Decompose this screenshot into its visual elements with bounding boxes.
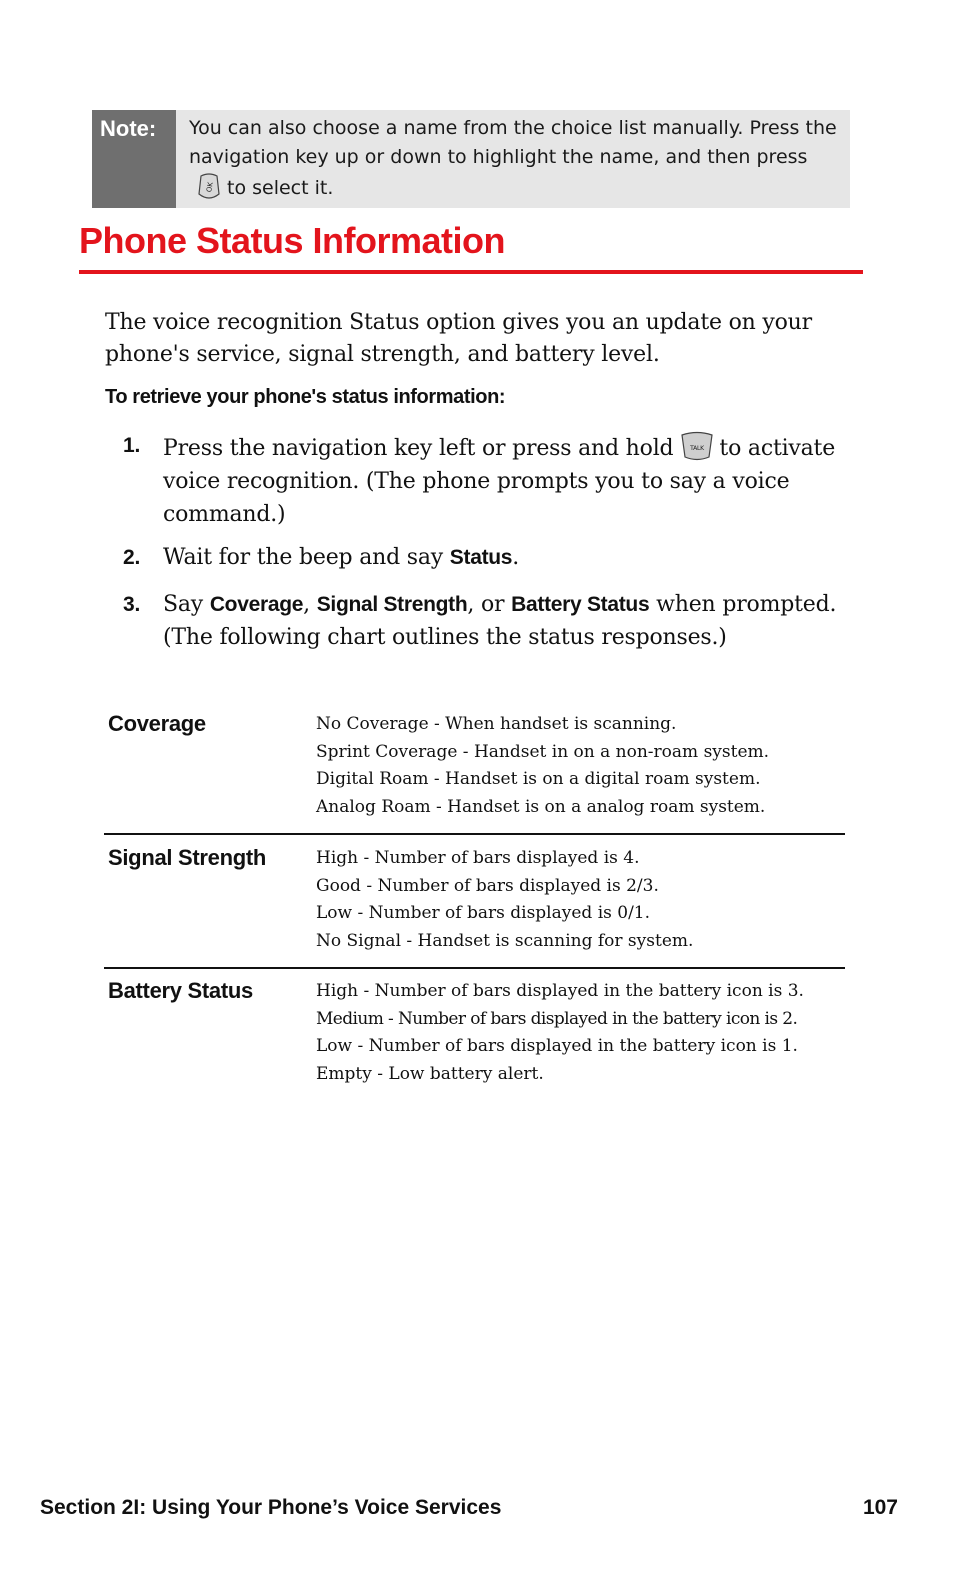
note-box xyxy=(92,110,850,208)
row-line: Good - Number of bars displayed is 2/3. xyxy=(316,875,659,896)
note-text-after: to select it. xyxy=(227,177,334,199)
step-3-text-after: when prompted. (The following chart outlines the status responses.) xyxy=(163,592,837,650)
footer-section-title: Section 2I: Using Your Phone’s Voice Services xyxy=(40,1496,502,1519)
procedure-subhead: To retrieve your phone's status information: xyxy=(105,386,506,408)
keyword-coverage: Coverage xyxy=(209,593,304,616)
table-divider xyxy=(104,833,845,835)
row-line: High - Number of bars displayed is 4. xyxy=(316,848,640,868)
step-1 xyxy=(123,429,858,531)
note-label: Note: xyxy=(92,110,176,208)
row-line: Low - Number of bars displayed in the battery icon is 1. xyxy=(316,1036,798,1056)
row-label: Signal Strength xyxy=(108,845,267,870)
row-line: Digital Roam - Handset is on a digital roam system. xyxy=(316,769,761,789)
intro-paragraph: The voice recognition Status option gives you an update on your phone's service, signal strength, and battery level. xyxy=(105,310,812,367)
step-number: 1. xyxy=(123,434,141,457)
row-line: Medium - Number of bars displayed in the battery icon is 2. xyxy=(316,1008,798,1029)
keyword-battery-status: Battery Status xyxy=(511,593,650,616)
svg-text:TALK: TALK xyxy=(690,445,705,452)
row-line: Empty - Low battery alert. xyxy=(316,1063,544,1084)
step-number: 3. xyxy=(123,593,141,616)
row-line: No Coverage - When handset is scanning. xyxy=(316,714,677,734)
step-2-text-after: . xyxy=(512,545,519,570)
svg-text:OK: OK xyxy=(205,181,215,193)
row-description xyxy=(316,978,846,1088)
talk-key-icon xyxy=(679,429,715,463)
table-divider xyxy=(104,967,845,969)
step-2-text-before: Wait for the beep and say xyxy=(163,545,450,570)
row-description xyxy=(316,711,846,821)
row-line: Analog Roam - Handset is on a analog roam system. xyxy=(316,796,766,817)
step-number: 2. xyxy=(123,546,141,569)
step-text xyxy=(163,429,858,531)
page-number: 107 xyxy=(862,1496,898,1519)
row-line: No Signal - Handset is scanning for system. xyxy=(316,930,694,951)
separator: , or xyxy=(467,592,512,617)
separator: , xyxy=(303,592,317,617)
row-description xyxy=(316,845,846,955)
keyword-status: Status xyxy=(449,546,513,569)
keyword-signal-strength: Signal Strength xyxy=(316,593,468,616)
row-line: Sprint Coverage - Handset in on a non-roam system. xyxy=(316,741,770,762)
page-footer xyxy=(40,1496,898,1520)
row-line: High - Number of bars displayed in the battery icon is 3. xyxy=(316,981,804,1001)
step-1-text-before: Press the navigation key left or press and hold xyxy=(163,436,674,461)
note-body xyxy=(176,110,850,208)
section-title: Phone Status Information xyxy=(79,220,863,274)
step-3-text-before: Say xyxy=(163,592,210,617)
step-3 xyxy=(123,588,858,654)
ok-key-icon xyxy=(197,172,221,202)
note-text-before: You can also choose a name from the choice list manually. Press the navigation key up or down to highlight the name, and then press xyxy=(189,117,837,168)
row-label: Coverage xyxy=(108,711,206,736)
step-text xyxy=(163,541,858,574)
step-2 xyxy=(123,541,858,574)
step-text xyxy=(163,588,858,654)
step-1-text-after: to activate voice recognition. (The phone prompts you to say a voice command.) xyxy=(163,436,836,527)
row-line: Low - Number of bars displayed is 0/1. xyxy=(316,903,651,923)
row-label: Battery Status xyxy=(108,978,253,1003)
